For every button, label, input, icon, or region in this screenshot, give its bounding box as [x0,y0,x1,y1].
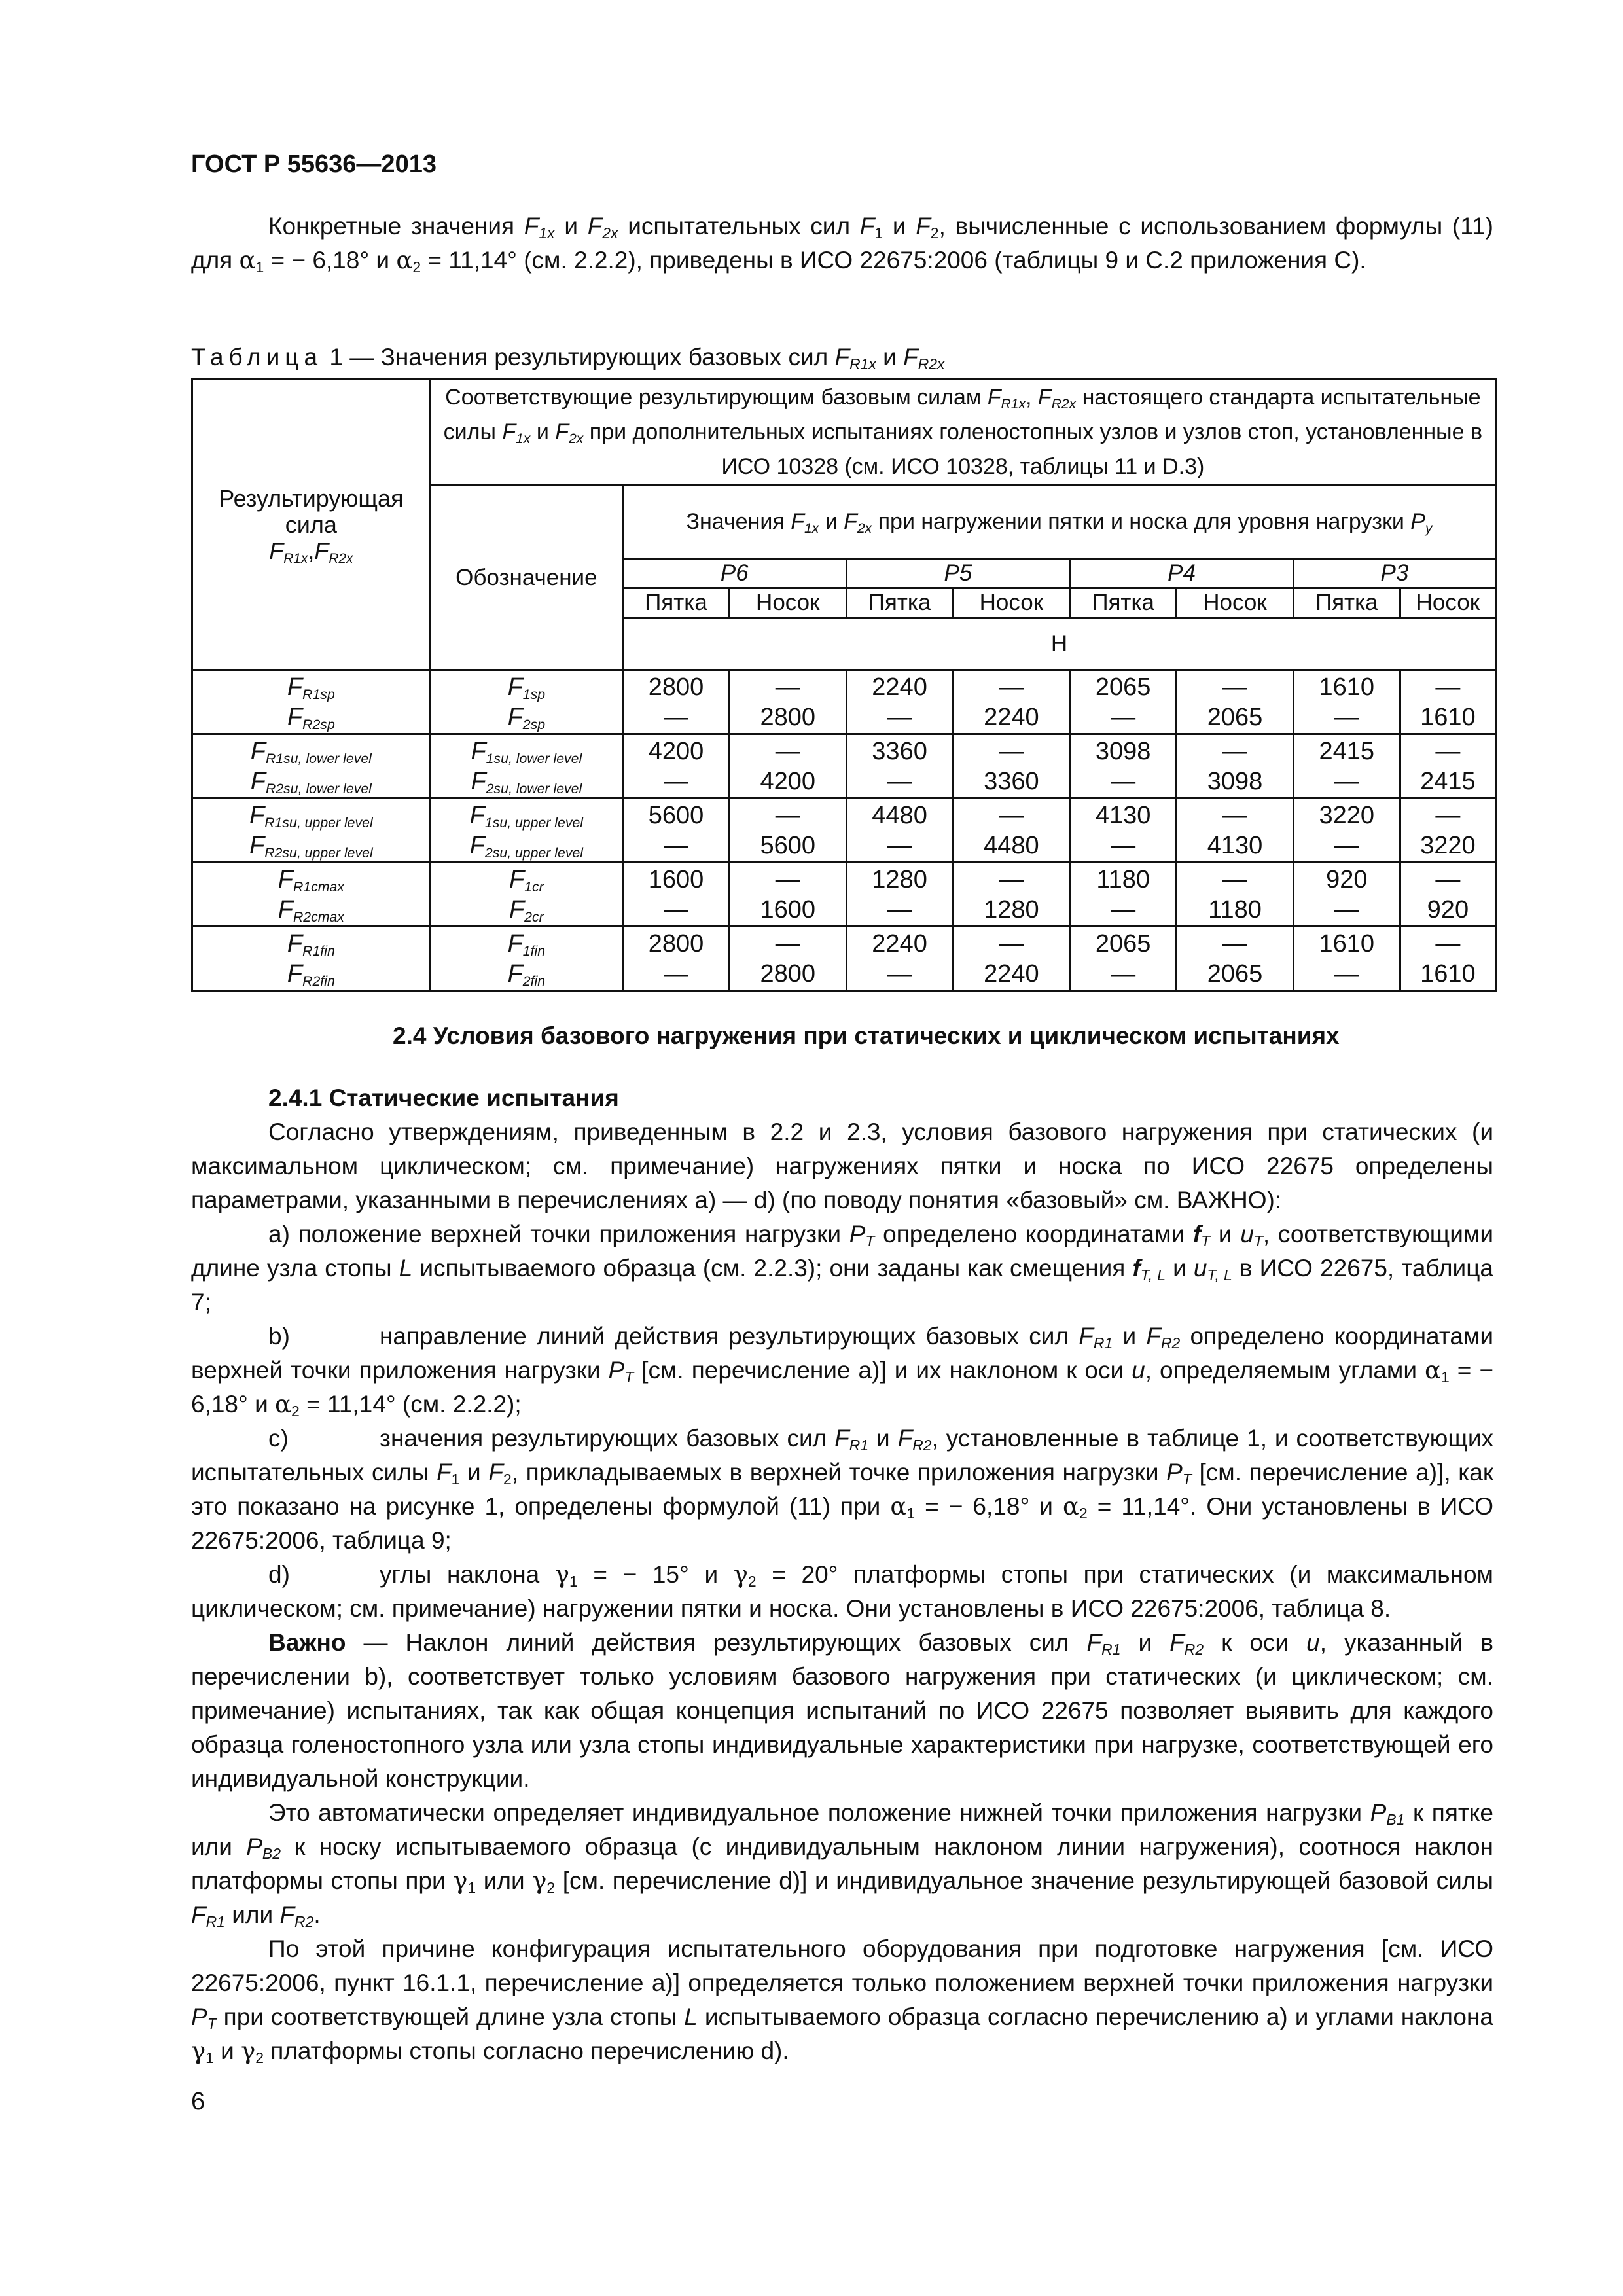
section-heading: 2.4 Условия базового нагружения при статических и циклическом испытаниях [393,1022,1340,1049]
resultant-force-cell: $F_{R1su, lower level}$ $F_{R2su, lower level}$ [192,734,431,798]
toe-header: Носок [1400,588,1495,618]
heel-header: Пятка [1293,588,1400,618]
item-a: а) положение верхней точки приложения нагрузки $P_T$ определено координатами $f_T$ и $u_T$, соответствующими длине узла стопы L испытываемого образца (см. 2.2.3); они заданы как смещения $f_{T, L}$ и $u_{T, L}$ в ИСО 22675, таблица 7; [191,1221,1494,1316]
test-forces-header: Соответствующие результирующим базовым силам $F_{R1x}$, $F_{R2x}$ настоящего стандарта испытательные силы $F_{1x}$ и $F_{2x}$ при дополнительных испытаниях голеностопных узлов и узлов стоп, установленные в ИСО 10328 (см. ИСО 10328, таблицы 11 и D.3) [430,380,1495,486]
toe-value: — 1280 [953,863,1070,927]
important-note: Важно — Наклон линий действия результирующих базовых сил $F_{R1}$ и $F_{R2}$ к оси u, указанный в перечислении b), соответствует только условиям базового нагружения при статических (и циклическом; см. примечание) испытаниях, так как общая концепция испытаний по ИСО 22675 позволяет выявить для каждого образца голеностопного узла или узла стопы индивидуальные характеристики при нагрузке, соответствующей его индивидуальной конструкции. [191,1629,1494,1792]
designation-cell: $F_{1su, lower level}$ $F_{2su, lower level}$ [430,734,622,798]
heel-value: 1610 — [1293,927,1400,991]
heel-value: 4130 — [1070,798,1177,863]
item-b: b) направление линий действия результирующих базовых сил $F_{R1}$ и $F_{R2}$ определено координатами верхней точки приложения нагрузки $P_T$ [см. перечисление а)] и их наклоном к оси u, определяемым углами $\alpha_1$ = − 6,18° и $\alpha_2 = 11,14^\circ$ (см. 2.2.2); [191,1323,1494,1420]
toe-value: — 4130 [1177,798,1294,863]
heel-value: 2415 — [1293,734,1400,798]
heel-value: 1180 — [1070,863,1177,927]
unit-cell: Н [623,618,1496,670]
toe-value: — 3220 [1400,798,1495,863]
intro-text: Конкретные значения $F_{1x}$ и $F_{2x}$ испытательных сил $F_1$ и $F_2$, вычисленные с использованием формулы (11) для $\alpha_1$ = − 6,18° и $\alpha_2 = 11,14^\circ$ (см. 2.2.2), приведены в ИСО 22675:2006 (таблицы 9 и С.2 приложения С). [191,213,1493,276]
toe-value: — 2800 [729,927,846,991]
level-p3: P3 [1293,559,1495,588]
toe-value: — 2065 [1177,927,1294,991]
toe-value: — 4200 [729,734,846,798]
level-p5: P5 [846,559,1070,588]
heel-value: 1610 — [1293,670,1400,734]
heel-value: 3360 — [846,734,953,798]
heel-value: 2240 — [846,670,953,734]
level-p6: P6 [623,559,847,588]
toe-value: — 1600 [729,863,846,927]
auto-paragraph: Это автоматически определяет индивидуальное положение нижней точки приложения нагрузки $P_{B1}$ к пятке или $P_{B2}$ к носку испытываемого образца (с индивидуальным наклоном линии нагружения), соотнося наклон платформы стопы при $\gamma_1$ или $\gamma_2$ [см. перечисление d)] и индивидуальное значение результирующей базовой силы $F_{R1}$ или $F_{R2}$. [191,1799,1493,1930]
designation-cell: $F_{1su, upper level}$ $F_{2su, upper level}$ [430,798,622,863]
resultant-force-cell: $F_{R1su, upper level}$ $F_{R2su, upper level}$ [192,798,431,863]
designation-cell: $F_{1cr}$ $F_{2cr}$ [430,863,622,927]
heel-value: 4480 — [846,798,953,863]
reason-paragraph: По этой причине конфигурация испытательного оборудования при подготовке нагружения [см. ИСО 22675:2006, пункт 16.1.1, перечисление а)] определяется только положением верхней точки приложения нагрузки $P_T$ при соответствующей длине узла стопы L испытываемого образца согласно перечислению а) и углами наклона $\gamma_1$ и $\gamma_2$ платформы стопы согласно перечислению d). [191,1935,1493,2066]
section-body [191,1081,1493,2068]
level-p4: P4 [1070,559,1294,588]
heel-value: 920 — [1293,863,1400,927]
toe-value: — 2065 [1177,670,1294,734]
designation-cell: $F_{1sp}$ $F_{2sp}$ [430,670,622,734]
toe-value: — 2800 [729,670,846,734]
heel-header: Пятка [846,588,953,618]
resultant-force-cell: $F_{R1cmax}$ $F_{R2cmax}$ [192,863,431,927]
item-c: c) значения результирующих базовых сил $F_{R1}$ и $F_{R2}$, установленные в таблице 1, и соответствующих испытательных силы $F_1$ и $F_2$, прикладываемых в верхней точке приложения нагрузки $P_T$ [см. перечисление а)], как это показано на рисунке 1, определены формулой (11) при $\alpha_1$ = − 6,18° и $\alpha_2 = 11,14^\circ$. Они установлены в ИСО 22675:2006, таблица 9; [191,1425,1494,1554]
page-number: 6 [191,2088,205,2115]
toe-value: — 3098 [1177,734,1294,798]
toe-value: — 4480 [953,798,1070,863]
para-intro: Согласно утверждениям, приведенным в 2.2 и 2.3, условия базового нагружения при статических (и максимальном циклическом; см. примечание) нагружениях пятки и носка по ИСО 22675 определены параметрами, указанными в перечислениях а) — d) (по поводу понятия «базовый» см. ВАЖНО): [191,1119,1493,1213]
toe-value: — 2415 [1400,734,1495,798]
toe-value: — 1180 [1177,863,1294,927]
heel-value: 3098 — [1070,734,1177,798]
toe-header: Носок [953,588,1070,618]
table-row [192,670,1496,734]
forces-table [191,378,1497,992]
toe-value: — 920 [1400,863,1495,927]
table-caption: Таблица 1 — Значения результирующих базовых сил $F_{R1x}$ и $F_{R2x}$ [191,344,945,372]
toe-value: — 1610 [1400,670,1495,734]
resultant-force-cell: $F_{R1fin}$ $F_{R2fin}$ [192,927,431,991]
resultant-force-header: Результирующая сила $F_{R1x},F_{R2x}$ [192,380,431,670]
toe-value: — 1610 [1400,927,1495,991]
heel-value: 2240 — [846,927,953,991]
toe-header: Носок [1177,588,1294,618]
subsection-heading: 2.4.1 Статические испытания [268,1085,619,1111]
resultant-force-cell: $F_{R1sp}$ $F_{R2sp}$ [192,670,431,734]
heel-value: 3220 — [1293,798,1400,863]
heel-value: 1600 — [623,863,730,927]
heel-header: Пятка [1070,588,1177,618]
heel-header: Пятка [623,588,730,618]
intro-paragraph [191,209,1493,278]
values-header: Значения $F_{1x}$ и $F_{2x}$ при нагружении пятки и носка для уровня нагрузки $P_y$ [623,486,1496,559]
toe-value: — 5600 [729,798,846,863]
toe-value: — 2240 [953,670,1070,734]
toe-value: — 3360 [953,734,1070,798]
table-row [192,927,1496,991]
item-d: d) углы наклона $\gamma_1$ = − 15° и $\gamma_2 = 20^\circ$ платформы стопы при статических (и максимальном циклическом; см. примечание) нагружении пятки и носка. Они установлены в ИСО 22675:2006, таблица 8. [191,1560,1493,1622]
standard-header: ГОСТ Р 55636—2013 [191,151,437,178]
heel-value: 4200 — [623,734,730,798]
heel-value: 2065 — [1070,670,1177,734]
heel-value: 2065 — [1070,927,1177,991]
heel-value: 1280 — [846,863,953,927]
toe-header: Носок [729,588,846,618]
designation-cell: $F_{1fin}$ $F_{2fin}$ [430,927,622,991]
toe-value: — 2240 [953,927,1070,991]
designation-header: Обозначение [430,486,622,670]
table-row [192,863,1496,927]
table-row [192,798,1496,863]
heel-value: 2800 — [623,670,730,734]
heel-value: 2800 — [623,927,730,991]
heel-value: 5600 — [623,798,730,863]
table-row [192,734,1496,798]
